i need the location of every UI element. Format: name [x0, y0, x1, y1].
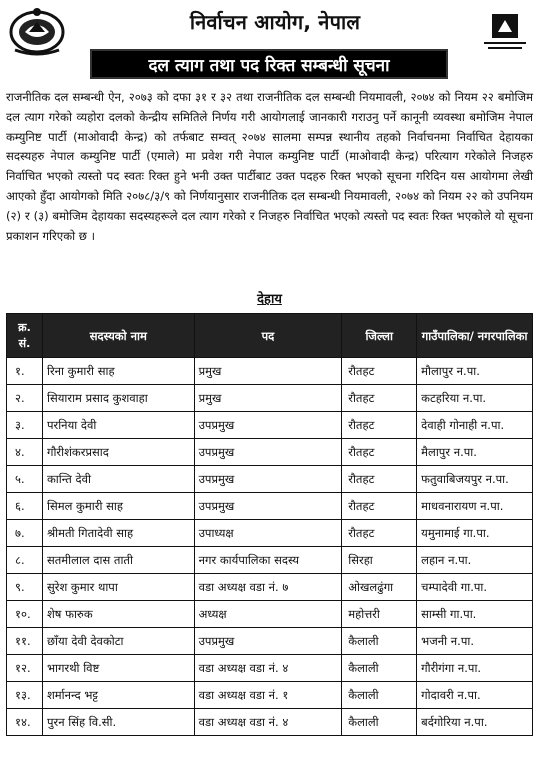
- cell-post: उपप्रमुख: [194, 466, 342, 493]
- col-header-local: गाउँपालिका/ नगरपालिका: [417, 314, 533, 358]
- cell-name: श्रीमती गितादेवी साह: [42, 520, 194, 547]
- cell-district: रौतहट: [342, 358, 417, 385]
- cell-sn: १३.: [7, 682, 43, 709]
- cell-district: ओखलढुंगा: [342, 574, 417, 601]
- cell-post: वडा अध्यक्ष वडा नं. ४: [194, 655, 342, 682]
- cell-sn: ८.: [7, 547, 43, 574]
- cell-post: उपप्रमुख: [194, 412, 342, 439]
- table-row: [7, 547, 533, 574]
- notice-paragraph: राजनीतिक दल सम्बन्धी ऐन, २०७३ को दफा ३१ र ३२ तथा राजनीतिक दल सम्बन्धी नियमावली, २०७४ को नियम २२ बमोजिम दल त्याग गरेको व्यहोरा दलको केन्द्रीय समितिले निर्णय गरी आयोगलाई जानकारी गराउनु पर्ने कानूनी व्यवस्था बमोजिम नेपाल कम्युनिष्ट पार्टी (माओवादी केन्द्र) को तर्फबाट सम्वत् २०७४ सालमा सम्पन्न स्थानीय तहको निर्वाचनमा निर्वाचित देहायका सदस्यहरु नेपाल कम्युनिष्ट पार्टी (एमाले) मा प्रवेश गरी नेपाल कम्युनिष्ट पार्टी (माओवादी केन्द्र) परित्याग गरेकोले निजहरु निर्वाचित भएको त्यस्तो पद स्वतः रिक्त हुने भनी उक्त पार्टीबाट उक्त पदहरु रिक्त भएको सूचना गरिदिन यस आयोगमा लेखी आएको हुँदा आयोगको मिति २०७८/३/९ को निर्णयानुसार राजनीतिक दल सम्बन्धी नियमावली, २०७४ को नियम २२ को उपनियम (२) र (३) बमोजिम देहायका सदस्यहरूले दल त्याग गरेको र निजहरु निर्वाचित भएको त्यस्तो पद स्वतः रिक्त भएकोले यो सूचना प्रकाशन गरिएको छ ।: [6, 90, 533, 243]
- cell-post: अध्यक्ष: [194, 601, 342, 628]
- cell-sn: ७.: [7, 520, 43, 547]
- cell-local: माधवनारायण न.पा.: [417, 493, 533, 520]
- table-row: [7, 574, 533, 601]
- table-row: [7, 520, 533, 547]
- table-row: [7, 709, 533, 736]
- cell-name: पुरन सिंह वि.सी.: [42, 709, 194, 736]
- cell-local: देवाही गोनाही न.पा.: [417, 412, 533, 439]
- cell-sn: ४.: [7, 439, 43, 466]
- table-row: [7, 655, 533, 682]
- cell-post: वडा अध्यक्ष वडा नं. १: [194, 682, 342, 709]
- cell-district: कैलाली: [342, 655, 417, 682]
- col-header-district: जिल्ला: [342, 314, 417, 358]
- cell-local: यमुनामाई गा.पा.: [417, 520, 533, 547]
- cell-name: कान्ति देवी: [42, 466, 194, 493]
- cell-sn: १२.: [7, 655, 43, 682]
- cell-sn: ११.: [7, 628, 43, 655]
- cell-name: छाँया देवी देवकोटा: [42, 628, 194, 655]
- cell-post: उपाध्यक्ष: [194, 520, 342, 547]
- cell-district: रौतहट: [342, 466, 417, 493]
- table-row: [7, 466, 533, 493]
- cell-district: महोत्तरी: [342, 601, 417, 628]
- table-header-row: [7, 314, 533, 358]
- cell-district: सिरहा: [342, 547, 417, 574]
- cell-post: प्रमुख: [194, 385, 342, 412]
- cell-sn: ६.: [7, 493, 43, 520]
- nepal-emblem-icon: [7, 6, 67, 56]
- cell-name: सियाराम प्रसाद कुशवाहा: [42, 385, 194, 412]
- col-header-sn: क्र. सं.: [7, 314, 43, 358]
- cell-post: उपप्रमुख: [194, 628, 342, 655]
- table-row: [7, 601, 533, 628]
- table-row: [7, 439, 533, 466]
- cell-name: शर्मानन्द भट्ट: [42, 682, 194, 709]
- table-subheading: देहाय: [257, 292, 282, 307]
- table-row: [7, 682, 533, 709]
- cell-sn: १.: [7, 358, 43, 385]
- cell-sn: १०.: [7, 601, 43, 628]
- cell-local: मैलापुर न.पा.: [417, 439, 533, 466]
- cell-district: कैलाली: [342, 682, 417, 709]
- cell-local: गौरीगंगा न.पा.: [417, 655, 533, 682]
- table-row: [7, 628, 533, 655]
- cell-post: वडा अध्यक्ष वडा नं. ७: [194, 574, 342, 601]
- cell-local: गोदावरी न.पा.: [417, 682, 533, 709]
- table-row: [7, 358, 533, 385]
- cell-local: भजनी न.पा.: [417, 628, 533, 655]
- page-title: निर्वाचन आयोग, नेपाल: [189, 10, 361, 34]
- cell-name: रिना कुमारी साह: [42, 358, 194, 385]
- cell-post: वडा अध्यक्ष वडा नं. ४: [194, 709, 342, 736]
- cell-district: रौतहट: [342, 439, 417, 466]
- cell-name: परनिया देवी: [42, 412, 194, 439]
- cell-local: मौलापुर न.पा.: [417, 358, 533, 385]
- cell-post: उपप्रमुख: [194, 493, 342, 520]
- election-commission-logo-icon: [480, 14, 530, 54]
- cell-local: बर्दगोरिया न.पा.: [417, 709, 533, 736]
- cell-sn: २.: [7, 385, 43, 412]
- cell-name: गौरीशंकरप्रसाद: [42, 439, 194, 466]
- cell-district: कैलाली: [342, 709, 417, 736]
- cell-local: कटहरिया न.पा.: [417, 385, 533, 412]
- col-header-post: पद: [194, 314, 342, 358]
- cell-local: साम्सी गा.पा.: [417, 601, 533, 628]
- notice-title-banner: दल त्याग तथा पद रिक्त सम्बन्धी सूचना: [90, 49, 448, 79]
- cell-name: सुरेश कुमार थापा: [42, 574, 194, 601]
- cell-post: नगर कार्यपालिका सदस्य: [194, 547, 342, 574]
- cell-district: रौतहट: [342, 412, 417, 439]
- cell-name: सिमल कुमारी साह: [42, 493, 194, 520]
- cell-name: भागरथी विष्ट: [42, 655, 194, 682]
- cell-name: सतमीलाल दास ताती: [42, 547, 194, 574]
- cell-sn: १४.: [7, 709, 43, 736]
- cell-local: फतुवाबिजयपुर न.पा.: [417, 466, 533, 493]
- cell-local: लहान न.पा.: [417, 547, 533, 574]
- cell-district: कैलाली: [342, 628, 417, 655]
- cell-district: रौतहट: [342, 493, 417, 520]
- table-row: [7, 412, 533, 439]
- cell-sn: ५.: [7, 466, 43, 493]
- cell-district: रौतहट: [342, 520, 417, 547]
- cell-post: उपप्रमुख: [194, 439, 342, 466]
- cell-sn: ९.: [7, 574, 43, 601]
- cell-sn: ३.: [7, 412, 43, 439]
- cell-local: चम्पादेवी गा.पा.: [417, 574, 533, 601]
- members-table: [6, 313, 533, 736]
- col-header-name: सदस्यको नाम: [42, 314, 194, 358]
- cell-district: रौतहट: [342, 385, 417, 412]
- table-row: [7, 493, 533, 520]
- cell-name: शेष फारुक: [42, 601, 194, 628]
- table-row: [7, 385, 533, 412]
- cell-post: प्रमुख: [194, 358, 342, 385]
